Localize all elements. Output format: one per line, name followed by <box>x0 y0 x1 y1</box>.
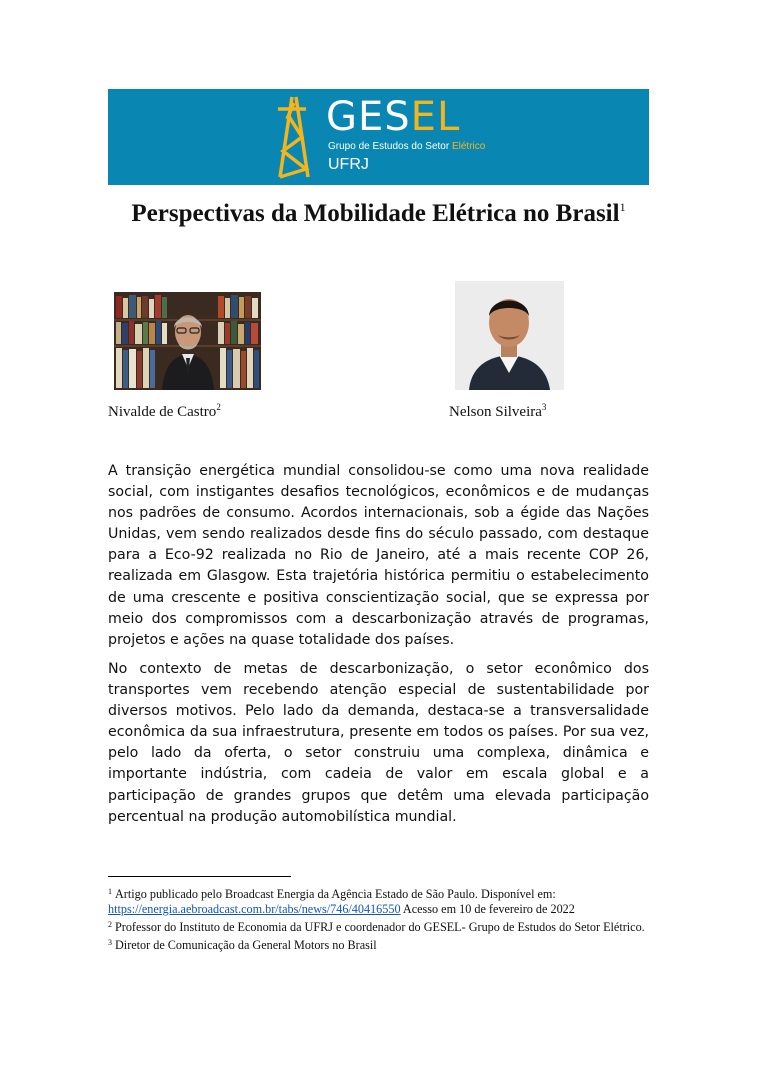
logo-university: UFRJ <box>328 156 369 173</box>
footnote-3: $^3$ Diretor de Comunicação da General Motors no Brasil <box>108 938 377 952</box>
body-paragraph: No contexto de metas de descarbonização, o setor econômico dos transportes vem recebendo atenção especial de sustentabilidade por diversos motivos. Pelo lado da demanda, destaca-se a transversalidade econômica da sua infraestrutura, presente em todos os países. Por sua vez, pelo lado da oferta, o setor construiu uma complexa, dinâmica e importante indústria, com cadeia de valor em escala global e a participação de grandes grupos que detêm uma elevada participação percentual na produção automobilística mundial. <box>108 661 649 825</box>
author-photo-nelson <box>455 281 564 390</box>
title-footnote-mark: 1 <box>619 200 626 214</box>
transmission-tower-icon <box>272 95 316 179</box>
author-photo-nivalde <box>114 292 261 390</box>
logo-wordmark: GESEL <box>326 94 461 140</box>
document-title: Perspectivas da Mobilidade Elétrica no Brasil$^1$ <box>131 200 626 227</box>
footnote-1: $^1$ Artigo publicado pelo Broadcast Energia da Agência Estado de São Paulo. Disponível em: https://energia.aebroadcast.com.br/tabs/news/746/40416550 Acesso em 10 de fevereiro de 2022 <box>108 887 575 916</box>
source-link[interactable]: https://energia.aebroadcast.com.br/tabs/news/746/40416550 <box>108 902 401 916</box>
footnote-separator <box>108 876 291 877</box>
footnotes <box>108 884 649 953</box>
author-name-nivalde: Nivalde de Castro$^2$ <box>108 402 221 420</box>
body-paragraph: A transição energética mundial consolidou-se como uma nova realidade social, com instigantes desafios tecnológicos, econômicos e de mudanças nos padrões de consumo. Acordos internacionais, sob a égide das Nações Unidas, vem sendo realizados desde fins do século passado, com destaque para a Eco-92 realizada no Rio de Janeiro, até a mais recente COP 26, realizada em Glasgow. Esta trajetória histórica permitiu o estabelecimento de uma crescente e positiva conscientização social, que se expressa por meio dos compromissos com a descarbonização através de programas, projetos e ações na quase totalidade dos países. <box>108 463 649 648</box>
footnote-2: $^2$ Professor do Instituto de Economia da UFRJ e coordenador do GESEL- Grupo de Estudos do Setor Elétrico. <box>108 920 645 934</box>
logo-subtitle: Grupo de Estudos do Setor Elétrico <box>328 141 486 152</box>
author-name-nelson: Nelson Silveira$^3$ <box>449 402 547 420</box>
gesel-banner <box>108 89 649 185</box>
